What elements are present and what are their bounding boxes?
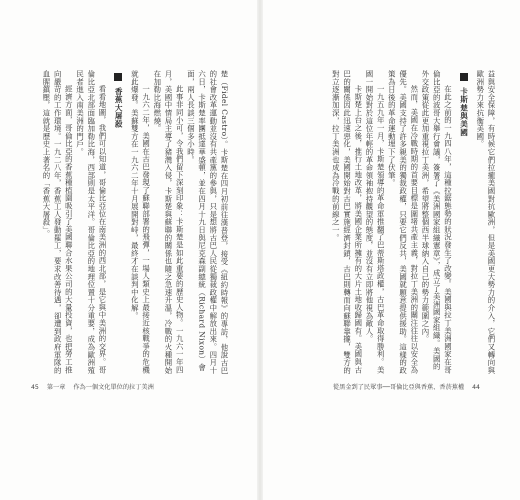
book-gutter: [257, 0, 263, 500]
paragraph: 一九六二年，美國在古巴發現了蘇聯部署的飛彈，一場人類史上最接近核戰爭的危機就此爆發。美蘇雙方在一九六二年十月展開對峙，最終才在談判中化解。: [130, 70, 151, 374]
section-heading: [113, 70, 124, 375]
paragraph: 卡斯楚上台之後，推行土地改革，將美國企業所擁有的大片土地收歸國有。美國與古巴的關係因此迅速惡化，美國開始對古巴實施經濟封鎖，古巴則轉而向蘇聯靠攏，雙方的對立逐漸加深，拉丁美洲也成為冷戰的前線之一。: [331, 70, 363, 375]
paragraph: 看看地圖，我們可以知道，哥倫比亞位在南美洲的西北部，是它與中美洲的交界。哥倫比亞北部面臨加勒比海，西部則是太平洋。哥倫比亞的地理位置十分重要，成為歐洲殖民者進入南美洲的門戶。: [75, 70, 107, 375]
chapter-label: 第一章: [46, 384, 66, 391]
page-number: 45: [31, 384, 39, 391]
running-title: 作為一個文化單位的拉丁美洲: [73, 384, 154, 391]
right-page-footer: [333, 382, 486, 391]
paragraph: 然而，美國在冷戰時期的首要目標是圍堵共產主義，對拉丁美洲的關注往往以安全為優先。美國支持了許多親美的獨裁政權，只要它們反共，美國就願意提供援助。這樣的政策為日後的革命運動埋下了伏筆。: [387, 70, 419, 375]
right-page-text: [287, 70, 497, 375]
section-heading-text: 卡斯楚與美國: [459, 87, 469, 137]
paragraph: 楚（Fidel Castro）。卡斯楚在四月初前往漢普登，接受《紐約時報》的專訪，他說古巴的社會改革運動並沒有共產黨的參與，只是想將古巴人民從獨裁政權中解放出來。四月十六日，卡斯楚率團抵達華盛頓，並在四月十九日與尼克森副總統（Richard Nixon）會面，兩人長談三個多小時。: [186, 70, 229, 375]
paragraph: 此事非同小可，令我們留下深刻印象：卡斯楚是如此重要的歷史人物。一九六一年四月，美國中情局主導了豬灣入侵，卡斯楚與蘇聯的關係也隨之急速升溫，冷戰的火種開始在加勒比海燃燒。: [152, 70, 185, 375]
running-title: 從黑金到了民眾事──哥倫比亞與香蕉、香菸蕉權: [332, 384, 465, 391]
left-page-footer: [31, 382, 160, 391]
section-heading-text: 香蕉大屠殺: [114, 87, 124, 129]
section-heading: [458, 70, 469, 375]
paragraph: 經濟方面，哥倫比亞的香蕉種植園吸引了美國聯合水果公司的大量投資，也把勞工推向嚴苛的工作環境。一九二八年，香蕉工人發動罷工，要求改善待遇，卻遭到政府軍隊的血腥鎮壓，這就是歷史上著名的「香蕉大屠殺」。: [41, 70, 74, 375]
paragraph: 益與安全保障，有時候它們拉攏美國對抗歐洲，但是美國更大勢力的介入，它們又轉向與歐洲勢力來抗衡美國。: [475, 70, 496, 375]
page-number: 44: [472, 384, 480, 391]
paragraph: 一九五九年一月，卡斯楚領導的革命軍推翻了巴蒂斯塔政權，古巴革命取得勝利。美國一開始對於這位年輕的革命領袖抱持觀望的態度，並沒有立即將他視為敵人。: [364, 70, 386, 374]
square-bullet-icon: [460, 73, 468, 81]
left-page-text: [30, 70, 230, 375]
paragraph: 在此之前的一九四八年，這種拉鋸態勢的狀況發生了改變。美國與拉丁美洲國家在哥倫比亞的波哥大舉行會議，簽署了《美洲國家組織憲章》，成立了美洲國家組織。美國的外交政策從此更加重視拉丁美洲，希望將整個西半球納入自己的勢力範圍之內。: [420, 70, 453, 374]
square-bullet-icon: [114, 73, 122, 81]
